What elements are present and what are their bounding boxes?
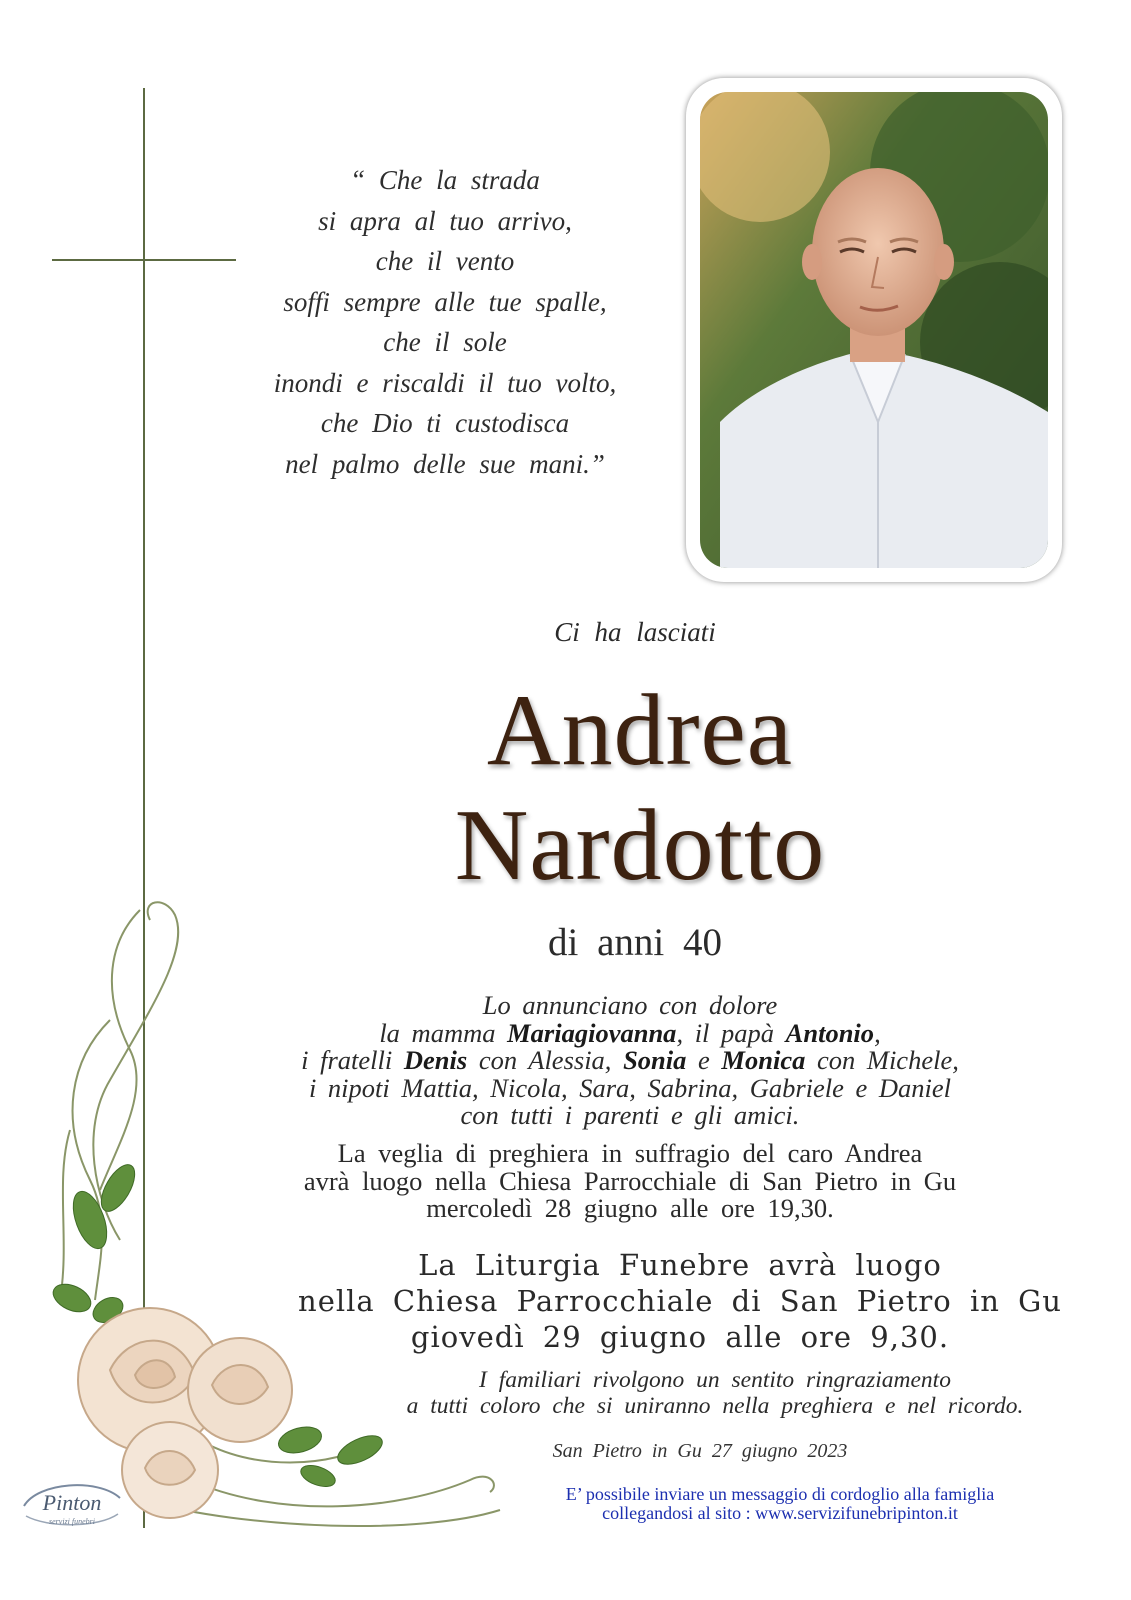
place-date: San Pietro in Gu 27 giugno 2023 (552, 1440, 848, 1462)
quote-line: che Dio ti custodisca (320, 408, 570, 438)
portrait-photo (700, 92, 1048, 568)
sister-name: Sonia (623, 1045, 687, 1075)
announcement-line (240, 1017, 1020, 1048)
announcement-line: Lo annunciano con dolore (482, 990, 778, 1020)
text-segment: con Michele, (805, 1045, 959, 1075)
memorial-quote (200, 160, 690, 484)
vigil-line: avrà luogo nella Chiesa Parrocchiale di San Pietro in Gu (303, 1165, 957, 1196)
sister-name: Monica (721, 1045, 806, 1075)
funeral-line: La Liturgia Funebre avrà luogo (418, 1248, 942, 1282)
deceased-last-name: Nardotto (454, 789, 826, 902)
quote-line: “ Che la strada (350, 165, 540, 195)
deceased-first-name: Andrea (486, 674, 794, 787)
announcement-line (240, 1047, 1020, 1075)
quote-line: soffi sempre alle tue spalle, (283, 286, 607, 317)
logo-name: Pinton (42, 1490, 102, 1515)
thanks-notice (330, 1368, 1100, 1419)
quote-line: inondi e riscaldi il tuo volto, (273, 367, 617, 398)
mother-name: Mariagiovanna (507, 1017, 677, 1048)
quote-line: che il vento (375, 246, 515, 276)
pinton-logo (18, 1476, 126, 1534)
intro-text: Ci ha lasciati (554, 617, 716, 647)
logo-tagline: servizi funebri (49, 1517, 95, 1526)
thanks-line: a tutti coloro che si uniranno nella preghiera e nel ricordo. (406, 1392, 1024, 1419)
website-line: E’ possibile inviare un messaggio di cordoglio alla famiglia (565, 1484, 995, 1504)
father-name: Antonio (785, 1017, 875, 1048)
text-segment: e (686, 1045, 722, 1075)
brother-name: Denis (403, 1045, 468, 1075)
funeral-line: giovedì 29 giugno alle ore 9,30. (410, 1320, 950, 1354)
text-segment: con Alessia, (467, 1045, 624, 1075)
quote-line: che il sole (383, 327, 507, 357)
vigil-line: mercoledì 28 giugno alle ore 19,30. (426, 1193, 834, 1223)
vigil-notice (240, 1140, 1020, 1223)
funeral-line: nella Chiesa Parrocchiale di San Pietro in Gu (298, 1284, 1062, 1318)
family-announcement (240, 992, 1020, 1130)
text-segment: , il papà (676, 1017, 786, 1048)
text-segment: i fratelli (301, 1045, 404, 1075)
quote-line: nel palmo delle sue mani.” (285, 448, 605, 479)
website-line[interactable]: collegandosi al sito : www.servizifunebripinton.it (602, 1503, 958, 1523)
announcement-line: i nipoti Mattia, Nicola, Sara, Sabrina, Gabriele e Daniel (308, 1072, 952, 1103)
portrait-frame (686, 78, 1062, 582)
vigil-line: La veglia di preghiera in suffragio del caro Andrea (337, 1138, 923, 1168)
condolence-website-notice[interactable] (480, 1485, 1080, 1523)
thanks-line: I familiari rivolgono un sentito ringraziamento (479, 1367, 951, 1393)
text-segment: , (874, 1017, 881, 1048)
funeral-notice (260, 1247, 1100, 1355)
text-segment: la mamma (379, 1017, 508, 1048)
deceased-age: di anni 40 (548, 921, 722, 964)
quote-line: si apra al tuo arrivo, (318, 205, 572, 236)
announcement-line: con tutti i parenti e gli amici. (460, 1100, 800, 1130)
